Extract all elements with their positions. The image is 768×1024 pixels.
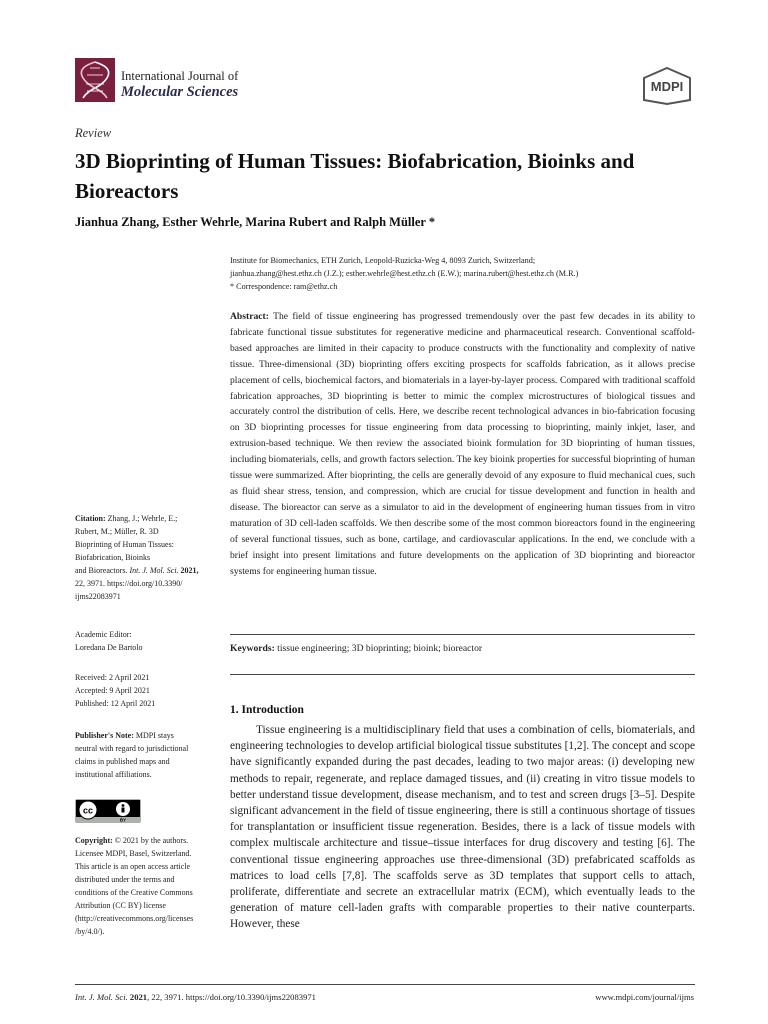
citation-doi[interactable]: 22, 3971. https://doi.org/10.3390/: [75, 579, 183, 588]
accepted-date: Accepted: 9 April 2021: [75, 686, 150, 695]
section-heading-introduction: 1. Introduction: [230, 704, 304, 716]
abstract: [230, 309, 695, 579]
citation-block: [75, 512, 215, 603]
copyright-block: [75, 834, 215, 938]
introduction-paragraph: Tissue engineering is a multidisciplinary field that uses a combination of cells, biomaterials, and engineering technologies to develop artificial biological tissue substitutes [1,2]. The concept and scope have significantly expanded during the past decades, leading to two major areas: (i) developing new methods to repair, regenerate, and replace damaged tissues, and (ii) creating in vitro tissue models to better understand tissue development, disease mechanism, and to test and screen drugs [3–5]. Despite significant advancement in the field of tissue engineering, there is still a continuous shortage of tissues for transplantation or insufficient tissue regeneration. Besides, there is a lack of tissue models with complex multiscale architecture and tissue–tissue interfaces for drug discovery and testing [6]. The conventional tissue engineering approaches use three-dimensional (3D) prefabricated scaffolds as matrices to load cells [7,8]. The scaffolds serve as 3D templates that support cells to attach, proliferate, differentiate and secrete an extracellular matrix (ECM), which eventually leads to the generation of mature cell-laden grafts with comparable properties to their native counterparts. However, these: [230, 724, 695, 931]
cc-label: cc: [82, 805, 94, 816]
footer-citation: [75, 992, 316, 1002]
pubnote-label: Publisher's Note:: [75, 731, 134, 740]
mdpi-logo-icon: [640, 66, 694, 106]
citation-doi[interactable]: ijms22083971: [75, 592, 121, 601]
journal-name-line1: International Journal of: [121, 69, 239, 83]
cc-by-label: BY: [119, 817, 127, 823]
citation-journal: Int. J. Mol. Sci.: [129, 566, 179, 575]
pubnote-text: MDPI stays: [133, 731, 174, 740]
copyright-text: Attribution (CC BY) license: [75, 901, 166, 910]
academic-editor: [75, 628, 215, 654]
journal-name-line2: Molecular Sciences: [121, 84, 239, 100]
editor-name: Loredana De Bartolo: [75, 643, 143, 652]
journal-logo-icon: [75, 58, 115, 102]
publication-dates: [75, 671, 215, 710]
published-date: Published: 12 April 2021: [75, 699, 156, 708]
copyright-text: conditions of the Creative Commons: [75, 888, 193, 897]
footer-year: 2021: [129, 992, 148, 1002]
correspondence[interactable]: * Correspondence: ram@ethz.ch: [230, 282, 338, 291]
citation-text: Zhang, J.; Wehrle, E.;: [105, 514, 178, 523]
divider: [230, 674, 695, 675]
publisher-note: [75, 729, 215, 781]
article-title: 3D Bioprinting of Human Tissues: Biofabrication, Bioinks and Bioreactors: [75, 149, 635, 203]
divider: [230, 634, 695, 635]
copyright-text: distributed under the terms and: [75, 875, 175, 884]
citation-label: Citation:: [75, 514, 106, 523]
affiliation-line: Institute for Biomechanics, ETH Zurich, Leopold-Ruzicka-Weg 4, 8093 Zurich, Switzerland;: [230, 256, 536, 265]
affiliation-block: [230, 254, 700, 293]
pubnote-text: neutral with regard to jurisdictional: [75, 744, 189, 753]
introduction-body: [230, 722, 695, 933]
cc-by-license-icon[interactable]: [75, 799, 141, 823]
copyright-text: © 2021 by the authors.: [112, 836, 189, 845]
keywords-text: tissue engineering; 3D bioprinting; bioink; bioreactor: [277, 643, 483, 654]
mdpi-logo-text: MDPI: [650, 79, 684, 94]
footer-journal: Int. J. Mol. Sci.: [75, 992, 128, 1002]
copyright-text: Licensee MDPI, Basel, Switzerland.: [75, 849, 192, 858]
pubnote-text: institutional affiliations.: [75, 770, 152, 779]
citation-text: Rubert, M.; Müller, R. 3D: [75, 527, 159, 536]
author-emails[interactable]: jianhua.zhang@hest.ethz.ch (J.Z.); esther.wehrle@hest.ethz.ch (E.W.); marina.rubert@hest.ethz.ch (M.R.): [230, 269, 579, 278]
citation-text: Biofabrication, Bioinks: [75, 553, 151, 562]
keywords: [230, 642, 695, 656]
author-list: Jianhua Zhang, Esther Wehrle, Marina Rubert and Ralph Müller *: [75, 215, 436, 229]
abstract-label: Abstract:: [230, 311, 269, 322]
footer-doi[interactable]: , 22, 3971. https://doi.org/10.3390/ijms22083971: [147, 992, 316, 1002]
footer-divider: [75, 984, 695, 985]
license-link[interactable]: (http://creativecommons.org/licenses: [75, 914, 194, 923]
copyright-text: This article is an open access article: [75, 862, 191, 871]
license-link[interactable]: /by/4.0/).: [75, 927, 105, 936]
received-date: Received: 2 April 2021: [75, 673, 150, 682]
citation-year: 2021,: [178, 566, 199, 575]
copyright-label: Copyright:: [75, 836, 113, 845]
abstract-text: The field of tissue engineering has progressed tremendously over the past few decades in its ability to fabricate functional tissue substitutes for regenerative medicine and pharmaceutical research. Conventional scaffold-based approaches are limited in their capacity to produce constructs with the functionality and complexity of native tissue. Three-dimensional (3D) bioprinting offers exciting prospects for scaffolds fabrication, as it allows precise placement of cells, biochemical factors, and biomaterials in a layer-by-layer process. Compared with traditional scaffold fabrication approaches, 3D bioprinting is better to mimic the complex microstructures of biological tissues and accurately control the distribution of cells. Here, we describe recent technological advances in bio-fabrication focusing on 3D bioprinting processes for tissue engineering from data processing to bioprinting, mainly inkjet, laser, and extrusion-based technique. We then review the associated bioink formulation for 3D bioprinting of human tissues, including biomaterials, cells, and growth factors selection. The key bioink properties for successful bioprinting of human tissue were summarized. After bioprinting, the cells are generally devoid of any exposure to fluid mechanical cues, such as fluid shear stress, tension, and compression, which are crucial for tissue development and function in health and disease. The bioreactor can serve as a simulator to aid in the development of engineering human tissues from in vitro maturation of 3D cell-laden scaffolds. We then describe some of the most common bioreactors found in the engineering of several functional tissues, such as bone, cartilage, and cardiovascular applications. In the end, we conclude with a brief insight into present limitations and future developments on the application of 3D bioprinting and bioreactor systems for engineering human tissue.: [230, 311, 695, 577]
footer-journal-url[interactable]: www.mdpi.com/journal/ijms: [595, 992, 694, 1002]
citation-text: Bioprinting of Human Tissues:: [75, 540, 174, 549]
keywords-label: Keywords:: [230, 643, 275, 654]
pubnote-text: claims in published maps and: [75, 757, 170, 766]
editor-label: Academic Editor:: [75, 630, 132, 639]
article-type: Review: [75, 126, 112, 140]
citation-text: and Bioreactors.: [75, 566, 130, 575]
